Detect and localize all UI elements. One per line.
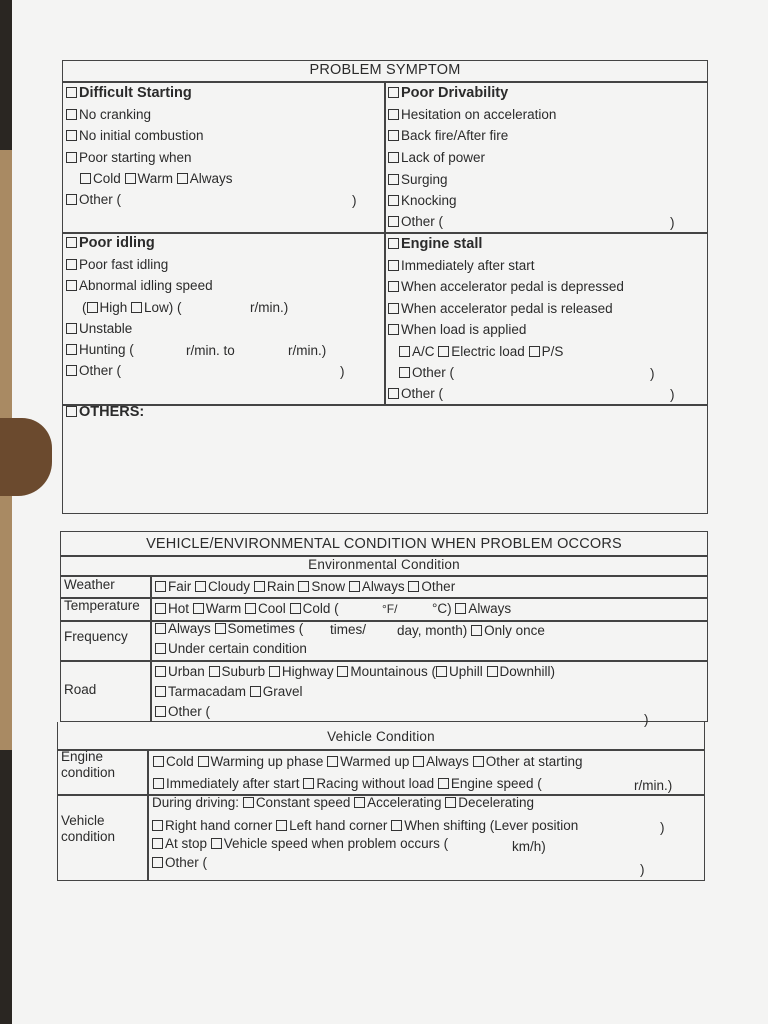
checkbox[interactable] — [152, 857, 163, 868]
checkbox[interactable] — [66, 406, 77, 417]
checkbox[interactable] — [155, 603, 166, 614]
checkbox[interactable] — [438, 346, 449, 357]
close-paren: ) — [670, 215, 675, 230]
temperature-label: Temperature — [64, 598, 140, 613]
engine-stall-item: When load is applied — [388, 322, 526, 338]
checkbox[interactable] — [250, 686, 261, 697]
environmental-title: Environmental Condition — [308, 557, 460, 572]
poor-idling-item: Unstable — [66, 321, 132, 337]
vehicle-other: Other ( — [152, 855, 207, 871]
poor-drivability-item: Lack of power — [388, 150, 485, 166]
engine-rpm: r/min.) — [634, 778, 673, 793]
poor-drivability-item: Surging — [388, 172, 448, 188]
during-driving-line: During driving: Constant speed Accelerating Decelerating — [152, 795, 535, 810]
temp-c: °C) Always — [432, 601, 512, 616]
checkbox[interactable] — [66, 152, 77, 163]
close-paren: ) — [670, 387, 675, 402]
checkbox[interactable] — [408, 581, 419, 592]
checkbox[interactable] — [66, 280, 77, 291]
checkbox[interactable] — [87, 302, 98, 313]
checkbox[interactable] — [388, 303, 399, 314]
poor-idling-heading: Poor idling — [66, 235, 155, 251]
checkbox[interactable] — [399, 346, 410, 357]
poor-idling-item: Abnormal idling speed — [66, 278, 213, 294]
checkbox[interactable] — [276, 820, 287, 831]
poor-drivability-heading: Poor Drivability — [388, 85, 508, 101]
close-paren: ) — [352, 193, 357, 208]
engine-line2: Immediately after start Racing without load Engine speed ( — [153, 776, 542, 792]
checkbox[interactable] — [125, 173, 136, 184]
road-line1: Urban Suburb Highway Mountainous ( Uphill Downhill) — [155, 664, 555, 680]
vehicle-table-title: VEHICLE/ENVIRONMENTAL CONDITION WHEN PROBLEM OCCORS — [146, 536, 622, 552]
poor-drivability-item: Hesitation on acceleration — [388, 107, 556, 123]
engine-condition-label: Engine condition — [61, 749, 116, 780]
checkbox[interactable] — [529, 346, 540, 357]
checkbox[interactable] — [455, 603, 466, 614]
road-label: Road — [64, 682, 97, 697]
divider — [57, 749, 705, 751]
checkbox[interactable] — [155, 643, 166, 654]
checkbox[interactable] — [388, 195, 399, 206]
checkbox[interactable] — [66, 194, 77, 205]
checkbox[interactable] — [354, 797, 365, 808]
poor-idling-other: Other ( — [66, 363, 121, 379]
checkbox[interactable] — [195, 581, 206, 592]
rpm-unit: r/min.) — [250, 300, 289, 315]
weather-label: Weather — [64, 577, 115, 592]
checkbox[interactable] — [391, 820, 402, 831]
divider — [60, 660, 708, 662]
vehicle-condition-label: Vehicle condition — [61, 813, 116, 844]
checkbox[interactable] — [254, 581, 265, 592]
checkbox[interactable] — [269, 666, 280, 677]
engine-stall-item: When accelerator pedal is released — [388, 301, 613, 317]
checkbox[interactable] — [152, 838, 163, 849]
rpm-to: r/min. to — [186, 343, 235, 358]
load-other: Other ( — [399, 365, 454, 381]
checkbox[interactable] — [153, 778, 164, 789]
checkbox[interactable] — [290, 603, 301, 614]
divider — [62, 232, 708, 234]
difficult-starting-item: Poor starting when — [66, 150, 192, 166]
checkbox[interactable] — [131, 302, 142, 313]
checkbox[interactable] — [155, 581, 166, 592]
checkbox[interactable] — [177, 173, 188, 184]
checkbox[interactable] — [153, 756, 164, 767]
others-heading: OTHERS: — [66, 404, 144, 420]
freq-day: day, month) Only once — [397, 623, 545, 638]
checkbox[interactable] — [66, 323, 77, 334]
checkbox[interactable] — [209, 666, 220, 677]
poor-drivability-other: Other ( — [388, 214, 443, 230]
weather-options: Fair Cloudy Rain Snow Always Other — [155, 579, 455, 595]
road-line2: Tarmacadam Gravel — [155, 684, 303, 700]
checkbox[interactable] — [445, 797, 456, 808]
checkbox[interactable] — [438, 778, 449, 789]
checkbox[interactable] — [487, 666, 498, 677]
vehicle-line2: Right hand corner Left hand corner When shifting (Lever position — [152, 818, 578, 834]
freq-times: times/ — [330, 622, 367, 637]
checkbox[interactable] — [327, 756, 338, 767]
checkbox[interactable] — [388, 324, 399, 335]
engine-stall-other: Other ( — [388, 386, 443, 402]
checkbox[interactable] — [155, 623, 166, 634]
divider — [147, 749, 149, 881]
close-paren: ) — [650, 366, 655, 381]
checkbox[interactable] — [388, 388, 399, 399]
checkbox[interactable] — [399, 367, 410, 378]
frequency-line2: Under certain condition — [155, 641, 307, 657]
engine-stall-heading: Engine stall — [388, 236, 482, 252]
close-paren: ) — [340, 364, 345, 379]
checkbox[interactable] — [155, 686, 166, 697]
divider — [384, 81, 386, 404]
checkbox[interactable] — [388, 260, 399, 271]
temperature-options: Hot Warm Cool Cold ( — [155, 601, 339, 617]
vehicle-condition-title: Vehicle Condition — [327, 729, 435, 744]
checkbox[interactable] — [388, 87, 399, 98]
checkbox[interactable] — [66, 87, 77, 98]
checkbox[interactable] — [243, 797, 254, 808]
load-options: A/C Electric load P/S — [399, 344, 563, 360]
checkbox[interactable] — [337, 666, 348, 677]
checkbox[interactable] — [66, 109, 77, 120]
checkbox[interactable] — [473, 756, 484, 767]
checkbox[interactable] — [155, 666, 166, 677]
checkbox[interactable] — [349, 581, 360, 592]
checkbox[interactable] — [198, 756, 209, 767]
checkbox[interactable] — [388, 109, 399, 120]
poor-idling-item: Poor fast idling — [66, 257, 168, 273]
checkbox[interactable] — [303, 778, 314, 789]
checkbox[interactable] — [215, 623, 226, 634]
poor-drivability-item: Knocking — [388, 193, 457, 209]
idling-speed-options: ( High Low) ( — [82, 300, 182, 315]
checkbox[interactable] — [80, 173, 91, 184]
difficult-starting-item: No cranking — [66, 107, 151, 123]
speed-unit: km/h) — [512, 839, 546, 854]
checkbox[interactable] — [388, 281, 399, 292]
checkbox[interactable] — [155, 706, 166, 717]
poor-drivability-item: Back fire/After fire — [388, 128, 508, 144]
difficult-starting-other: Other ( — [66, 192, 121, 208]
checkbox[interactable] — [66, 344, 77, 355]
close-paren: ) — [644, 712, 649, 727]
divider — [62, 404, 708, 406]
starting-when-options: Cold Warm Always — [80, 171, 233, 187]
difficult-starting-heading: Difficult Starting — [66, 85, 192, 101]
checkbox[interactable] — [388, 174, 399, 185]
temp-f: °F/ — [382, 602, 398, 616]
checkbox[interactable] — [152, 820, 163, 831]
engine-line1: Cold Warming up phase Warmed up Always Other at starting — [153, 754, 582, 770]
close-paren: ) — [660, 820, 665, 835]
checkbox[interactable] — [211, 838, 222, 849]
checkbox[interactable] — [388, 238, 399, 249]
divider — [60, 575, 708, 577]
engine-stall-item: Immediately after start — [388, 258, 535, 274]
divider — [150, 575, 152, 722]
checkbox[interactable] — [245, 603, 256, 614]
divider — [60, 597, 708, 599]
rpm-end: r/min.) — [288, 343, 327, 358]
checkbox[interactable] — [193, 603, 204, 614]
checkbox[interactable] — [66, 259, 77, 270]
checkbox[interactable] — [388, 130, 399, 141]
engine-stall-item: When accelerator pedal is depressed — [388, 279, 624, 295]
checkbox[interactable] — [471, 625, 482, 636]
checkbox[interactable] — [66, 237, 77, 248]
checkbox[interactable] — [66, 365, 77, 376]
checkbox[interactable] — [436, 666, 447, 677]
checkbox[interactable] — [413, 756, 424, 767]
checkbox[interactable] — [388, 152, 399, 163]
frequency-label: Frequency — [64, 629, 128, 644]
close-paren: ) — [640, 862, 645, 877]
checkbox[interactable] — [388, 216, 399, 227]
problem-symptom-title: PROBLEM SYMPTOM — [309, 62, 461, 78]
checkbox[interactable] — [66, 130, 77, 141]
road-other: Other ( — [155, 704, 210, 720]
vehicle-line3: At stop Vehicle speed when problem occurs ( — [152, 836, 448, 852]
frequency-line1: Always Sometimes ( — [155, 621, 303, 637]
checkbox[interactable] — [298, 581, 309, 592]
difficult-starting-item: No initial combustion — [66, 128, 204, 144]
hunting-item: Hunting ( — [66, 342, 134, 358]
